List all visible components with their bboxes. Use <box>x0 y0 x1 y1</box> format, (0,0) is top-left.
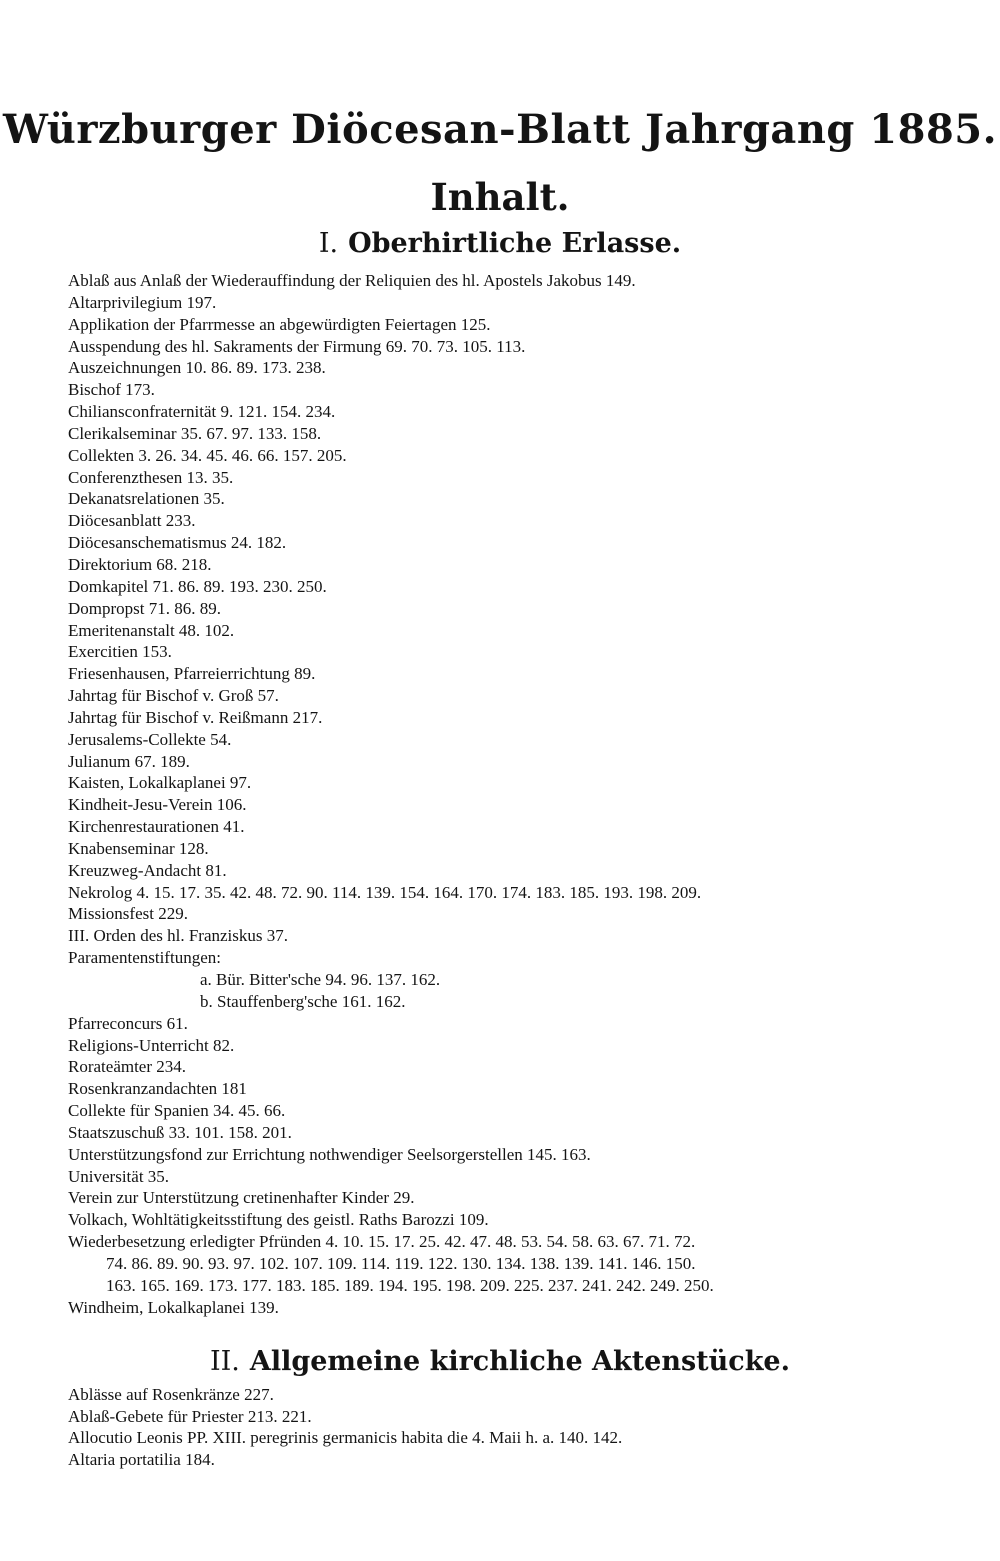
index-entry: Kreuzweg-Andacht 81. <box>68 860 227 880</box>
index-entry: Ablaß-Gebete für Priester 213. 221. <box>68 1406 312 1426</box>
index-entry: Diöcesanschematismus 24. 182. <box>68 533 287 553</box>
section-1-heading <box>0 224 1000 264</box>
index-entry: Pfarreconcurs 61. <box>68 1013 188 1033</box>
index-entry: Kindheit-Jesu-Verein 106. <box>68 795 247 815</box>
index-entry: Domkapitel 71. 86. 89. 193. 230. 250. <box>68 576 327 596</box>
section-2-title: Allgemeine kirchliche Aktenstücke. <box>249 1346 791 1377</box>
index-entry: Verein zur Unterstützung cretinenhafter Kinder 29. <box>68 1188 415 1208</box>
index-entry: Altarprivilegium 197. <box>68 292 217 312</box>
document-title: Würzburger Diöcesan-Blatt Jahrgang 1885. <box>2 106 998 153</box>
index-entry: Kaisten, Lokalkaplanei 97. <box>68 773 252 793</box>
index-entry-continuation: 163. 165. 169. 173. 177. 183. 185. 189. 194. 195. 198. 209. 225. 237. 241. 242. 249. 250. <box>106 1275 714 1295</box>
index-entry: Ausspendung des hl. Sakraments der Firmung 69. 70. 73. 105. 113. <box>68 336 526 356</box>
index-entry: Jahrtag für Bischof v. Groß 57. <box>68 686 279 706</box>
index-entry: Kirchenrestaurationen 41. <box>68 817 245 837</box>
index-entry: Universität 35. <box>68 1166 170 1186</box>
index-entry: Auszeichnungen 10. 86. 89. 173. 238. <box>68 358 326 378</box>
index-entry: Ablässe auf Rosenkränze 227. <box>68 1385 274 1404</box>
index-entry: Friesenhausen, Pfarreierrichtung 89. <box>68 664 316 684</box>
index-entry: III. Orden des hl. Franziskus 37. <box>68 926 289 946</box>
index-entry: Julianum 67. 189. <box>68 751 190 771</box>
index-entry: Bischof 173. <box>68 380 155 400</box>
index-entry: Nekrolog 4. 15. 17. 35. 42. 48. 72. 90. 114. 139. 154. 164. 170. 174. 183. 185. 193. 198. 209. <box>68 882 702 902</box>
index-entry: Rorateämter 234. <box>68 1057 187 1077</box>
contents-heading: Inhalt. <box>430 175 570 219</box>
index-entry: Religions-Unterricht 82. <box>68 1035 235 1055</box>
index-entry: Conferenzthesen 13. 35. <box>68 467 234 487</box>
index-entry: Chiliansconfraternität 9. 121. 154. 234. <box>68 402 336 422</box>
section-1-title: Oberhirtliche Erlasse. <box>348 228 682 259</box>
section-2-number: II. <box>209 1346 240 1377</box>
index-entry: Dekanatsrelationen 35. <box>68 489 225 509</box>
index-subentry: b. Stauffenberg'sche 161. 162. <box>200 991 406 1011</box>
index-entry: Allocutio Leonis PP. XIII. peregrinis germanicis habita die 4. Maii h. a. 140. 142. <box>68 1428 623 1447</box>
index-entry: Ablaß aus Anlaß der Wiederauffindung der Reliquien des hl. Apostels Jakobus 149. <box>68 271 636 290</box>
index-entry: Altaria portatilia 184. <box>68 1449 215 1469</box>
index-entry: Dompropst 71. 86. 89. <box>68 598 221 618</box>
section-1-index-list <box>68 270 968 1319</box>
index-entry: Applikation der Pfarrmesse an abgewürdigten Feiertagen 125. <box>68 314 491 334</box>
section-1-number: I. <box>318 228 339 259</box>
index-entry: Rosenkranzandachten 181 <box>68 1079 247 1099</box>
index-entry: Emeritenanstalt 48. 102. <box>68 620 235 640</box>
section-2-index-list <box>68 1384 968 1470</box>
index-entry: Staatszuschuß 33. 101. 158. 201. <box>68 1122 292 1142</box>
index-entry: Knabenseminar 128. <box>68 838 209 858</box>
index-entry: Missionsfest 229. <box>68 904 188 924</box>
index-entry-continuation: 74. 86. 89. 90. 93. 97. 102. 107. 109. 114. 119. 122. 130. 134. 138. 139. 141. 146. 150. <box>106 1253 696 1273</box>
index-entry: Jerusalems-Collekte 54. <box>68 729 232 749</box>
index-subentry: a. Bür. Bitter'sche 94. 96. 137. 162. <box>200 970 441 989</box>
index-entry: Clerikalseminar 35. 67. 97. 133. 158. <box>68 423 322 443</box>
index-entry: Diöcesanblatt 233. <box>68 511 196 531</box>
index-entry: Direktorium 68. 218. <box>68 554 212 574</box>
index-entry: Jahrtag für Bischof v. Reißmann 217. <box>68 707 323 727</box>
index-entry: Paramentenstiftungen: <box>68 948 221 968</box>
index-entry: Collekten 3. 26. 34. 45. 46. 66. 157. 205. <box>68 445 347 465</box>
index-entry: Wiederbesetzung erledigter Pfründen 4. 10. 15. 17. 25. 42. 47. 48. 53. 54. 58. 63. 67. 71. 72. <box>68 1232 696 1252</box>
index-entry: Windheim, Lokalkaplanei 139. <box>68 1297 279 1317</box>
index-entry: Exercitien 153. <box>68 642 172 662</box>
index-entry: Volkach, Wohltätigkeitsstiftung des geistl. Raths Barozzi 109. <box>68 1210 489 1230</box>
section-2-heading <box>0 1342 1000 1382</box>
index-entry: Collekte für Spanien 34. 45. 66. <box>68 1101 286 1121</box>
index-entry: Unterstützungsfond zur Errichtung nothwendiger Seelsorgerstellen 145. 163. <box>68 1144 591 1164</box>
